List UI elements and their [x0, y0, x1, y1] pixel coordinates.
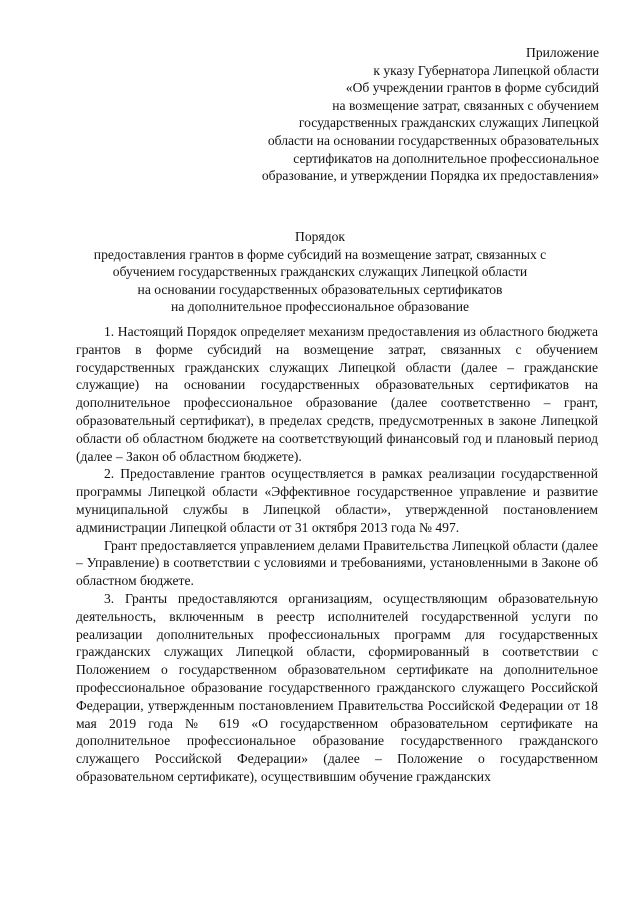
title-line: на основании государственных образовательных сертификатов — [137, 281, 503, 297]
appendix-line: Приложение — [526, 45, 599, 60]
appendix-line: на возмещение затрат, связанных с обучением — [332, 97, 599, 113]
appendix-header — [199, 44, 599, 185]
title-heading: Порядок — [295, 229, 345, 244]
paragraph-3: 3. Гранты предоставляются организациям, осуществляющим образовательную деятельность, включенным в реестр исполнителей государственной услуги по реализации дополнительных профессиональных программ для государственных гражданских служащих Липецкой области, сформированный в соответствии с Положением о государственном образовательном сертификате на дополнительное профессиональное образование государственного гражданского служащего Российской Федерации, утвержденным постановлением Правительства Российской Федерации от 18 мая 2019 года № 619 «О государственном образовательном сертификате на дополнительное профессиональное образование государственного гражданского служащего Российской Федерации» (далее – Положение о государственном образовательном сертификате), осуществившим обучение гражданских — [76, 590, 598, 784]
title-line: обучением государственных гражданских служащих Липецкой области — [112, 264, 528, 280]
document-title — [0, 228, 640, 316]
appendix-line: государственных гражданских служащих Липецкой — [298, 115, 599, 131]
paragraph-1: 1. Настоящий Порядок определяет механизм предоставления из областного бюджета грантов в форме субсидий на возмещение затрат, связанных с обучением государственных гражданских служащих Липецкой области (далее – гражданские служащие) на основании государственных образовательных сертификатов на дополнительное профессиональное образование (далее соответственно – грант, образовательный сертификат), в пределах средств, предусмотренных в законе Липецкой области об областном бюджете на соответствующий финансовый год и плановый период (далее – Закон об областном бюджете). — [76, 324, 598, 464]
paragraph-2: 2. Предоставление грантов осуществляется в рамках реализации государственной программы Липецкой области «Эффективное государственное управление и развитие муниципальной службы в Липецкой области», утвержденной постановлением администрации Липецкой области от 31 октября 2013 года № 497. — [76, 466, 598, 535]
title-line: предоставления грантов в форме субсидий на возмещение затрат, связанных с — [93, 246, 547, 262]
appendix-line: «Об учреждении грантов в форме субсидий — [345, 80, 599, 96]
appendix-line: образование, и утверждении Порядка их предоставления» — [261, 168, 599, 184]
title-line: на дополнительное профессиональное образование — [170, 299, 470, 315]
appendix-line: сертификатов на дополнительное профессиональное — [293, 150, 599, 166]
document-body — [76, 323, 598, 786]
paragraph-2-continued: Грант предоставляется управлением делами Правительства Липецкой области (далее – Управление) в соответствии с условиями и требованиями, установленными в Законе об областном бюджете. — [76, 537, 598, 589]
appendix-line: области на основании государственных образовательных — [267, 132, 599, 148]
appendix-line: к указу Губернатора Липецкой области — [373, 62, 599, 78]
